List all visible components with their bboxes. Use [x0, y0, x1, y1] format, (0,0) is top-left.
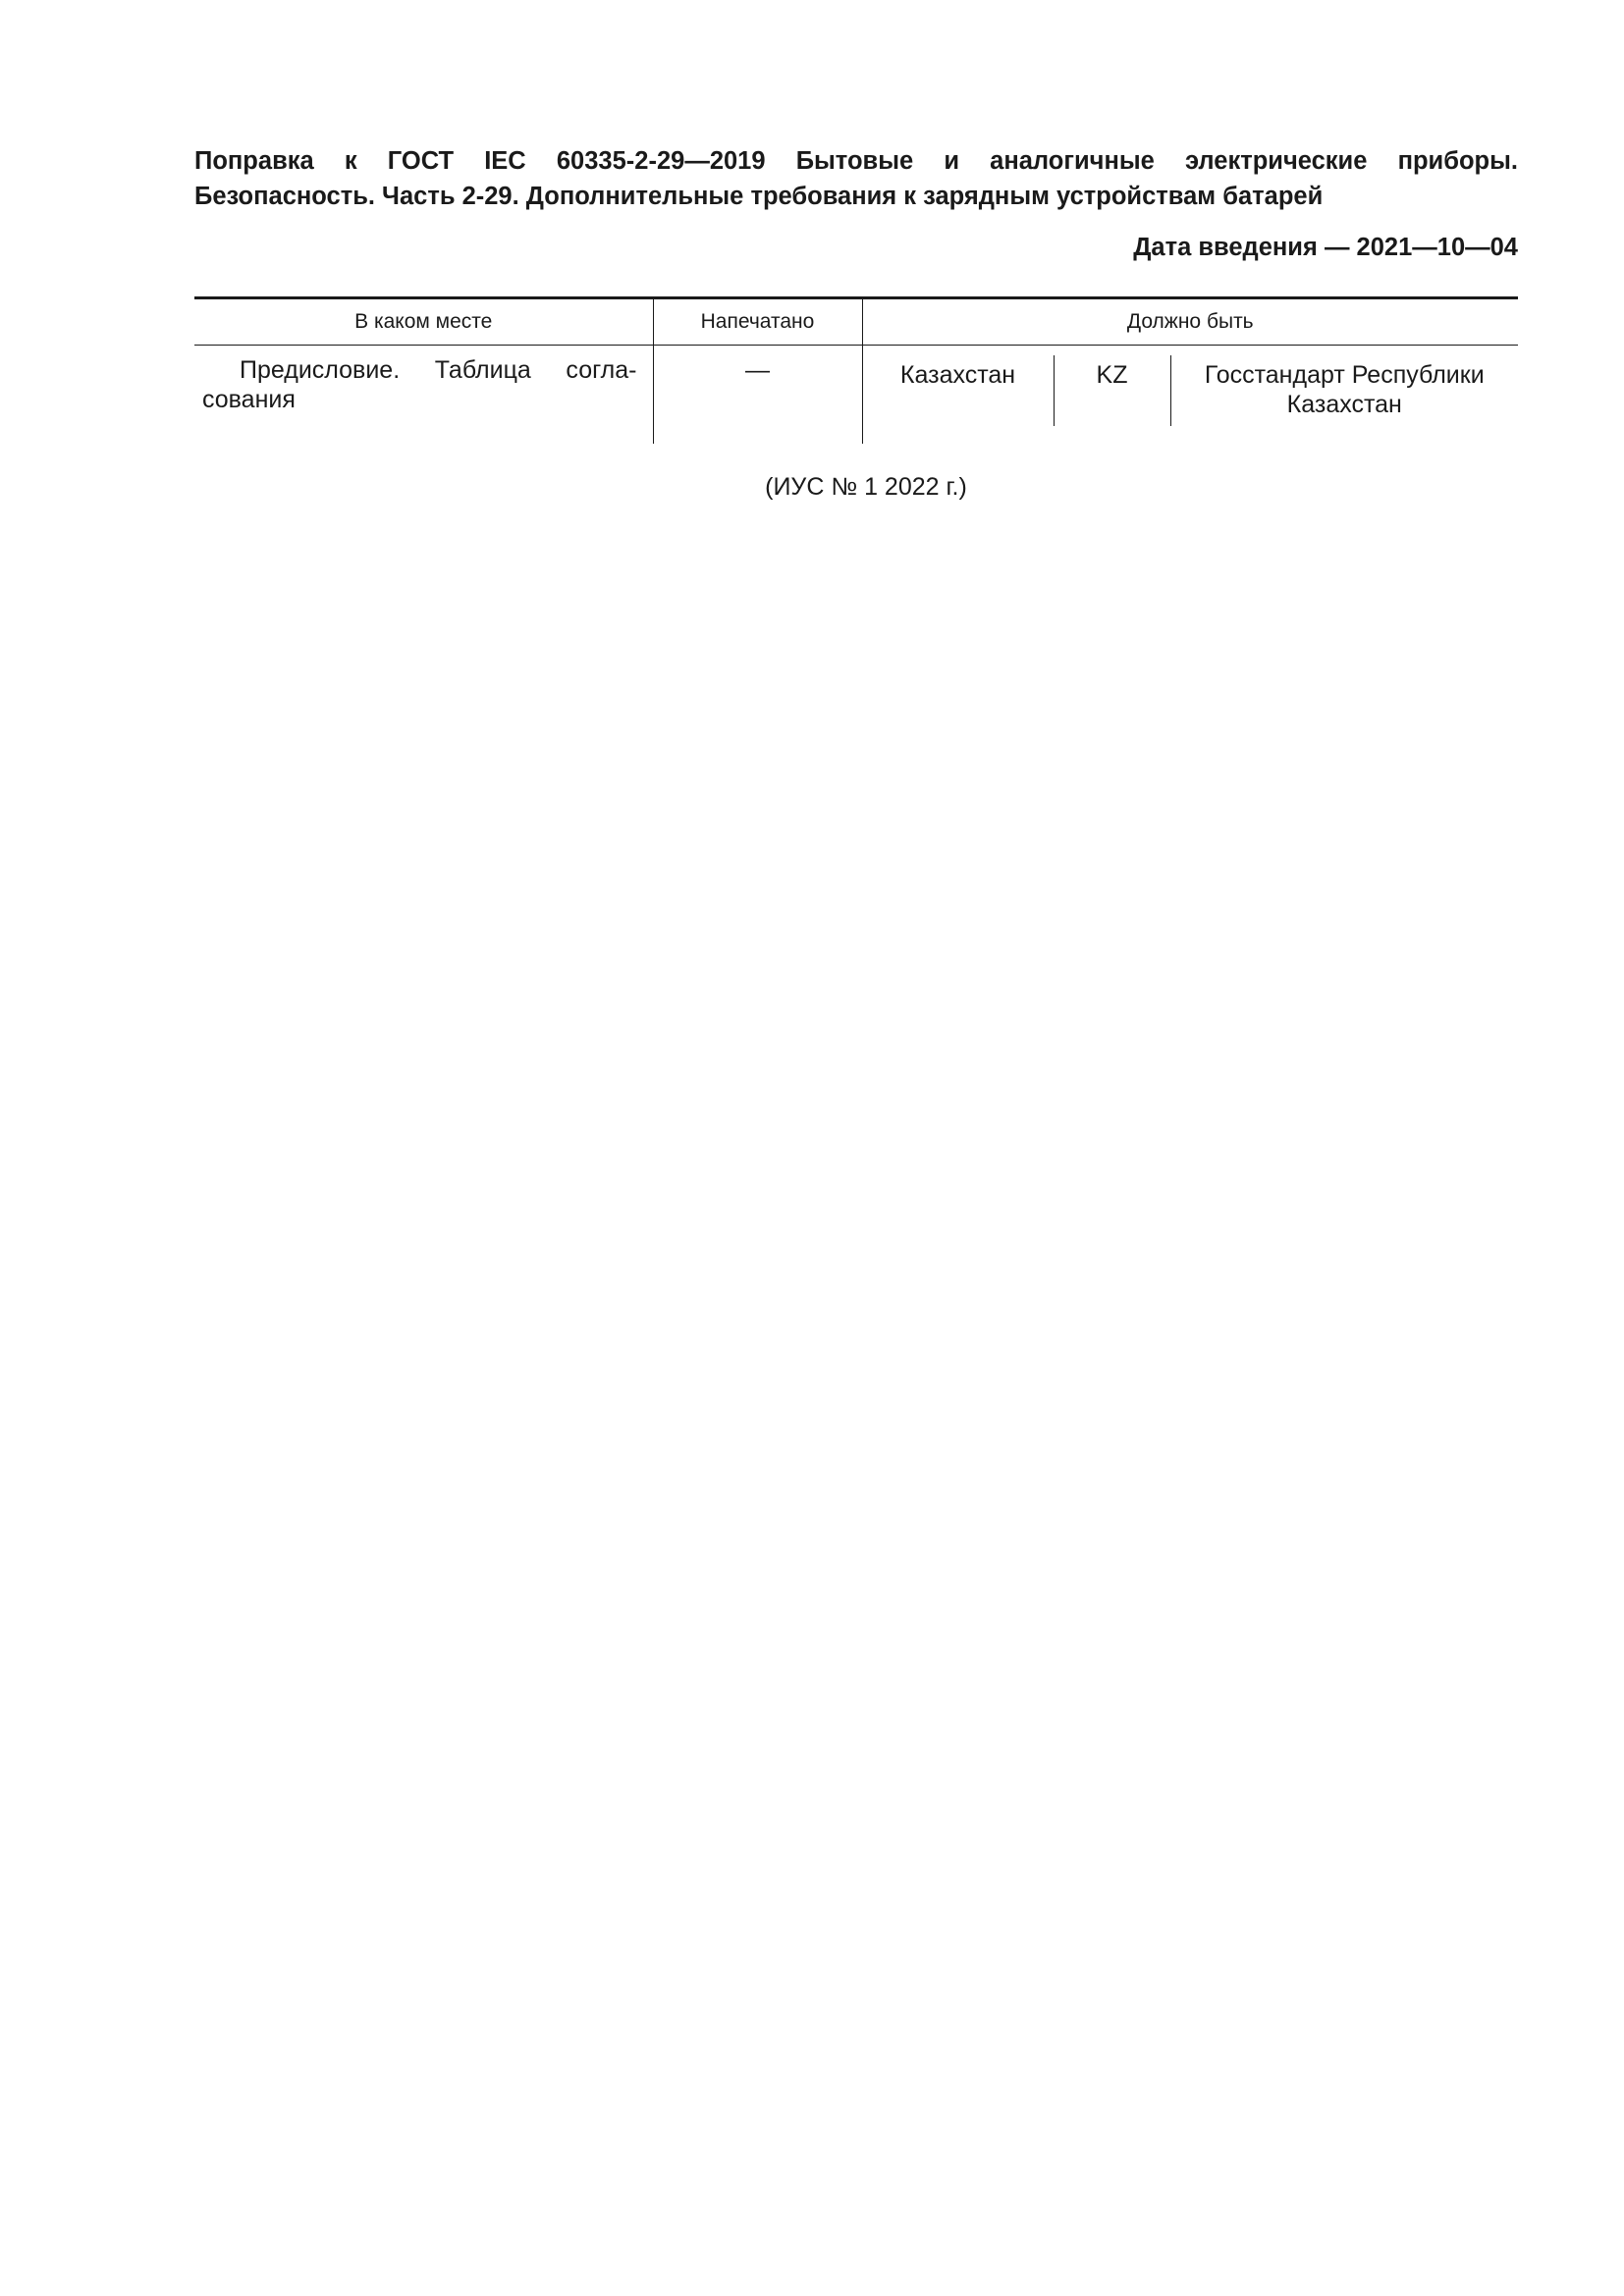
document-title-line-1: Поправка к ГОСТ IEC 60335-2-29—2019 Бытовые и аналогичные электрические приборы.	[194, 147, 1518, 175]
cell-should-be	[862, 346, 1518, 445]
cell-printed: —	[653, 346, 862, 445]
effective-date: Дата введения — 2021—10—04	[1133, 234, 1518, 261]
header-printed: Напечатано	[653, 298, 862, 346]
publication-reference: (ИУС № 1 2022 г.)	[765, 473, 967, 501]
header-place: В каком месте	[194, 298, 653, 346]
cell-place-text: Предисловие. Таблица согла-сования	[202, 356, 637, 413]
cell-place	[194, 346, 653, 445]
should-be-country-code: KZ	[1055, 355, 1171, 426]
table-row	[194, 346, 1518, 445]
document-title-line-2: Безопасность. Часть 2-29. Дополнительные требования к зарядным устройствам батарей	[194, 183, 1324, 210]
table-header-row	[194, 298, 1518, 346]
should-be-organization: Госстандарт Республики Казахстан	[1204, 361, 1485, 418]
document-page	[194, 143, 1518, 502]
document-title	[194, 143, 1518, 214]
should-be-entry	[863, 355, 1519, 426]
should-be-country: Казахстан	[863, 355, 1055, 426]
corrections-table	[194, 296, 1518, 444]
header-should-be: Должно быть	[862, 298, 1518, 346]
